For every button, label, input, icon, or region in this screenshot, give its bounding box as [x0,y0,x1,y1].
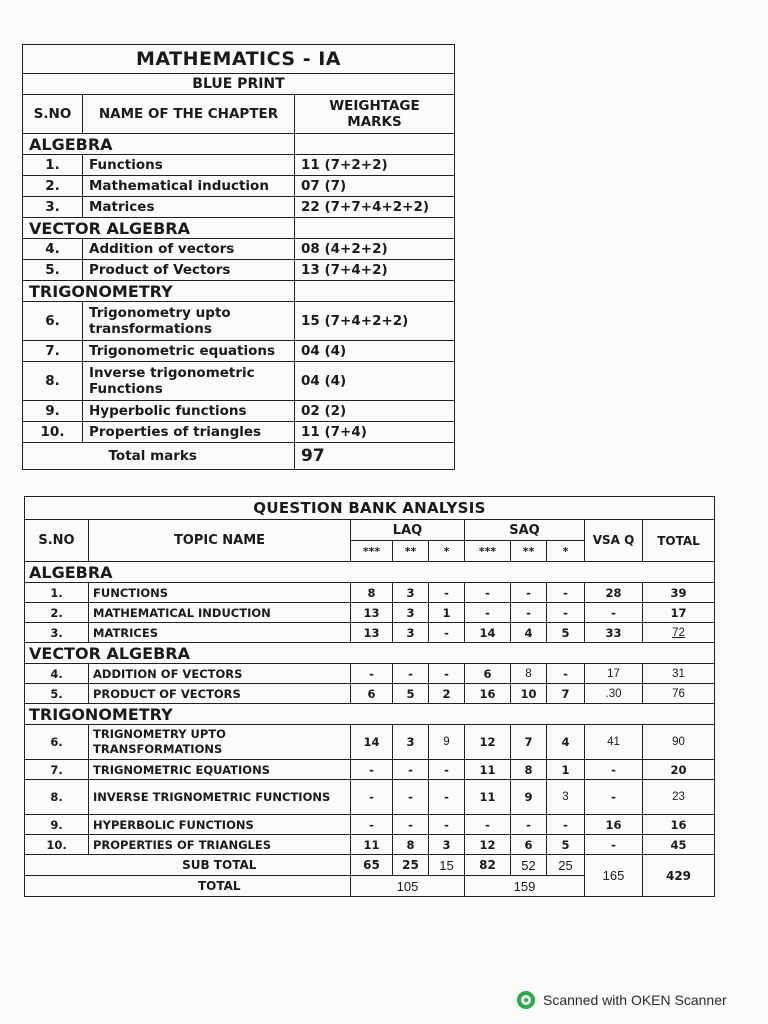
header-sno: S.NO [25,520,89,562]
topic-row [25,664,715,684]
vsaq-count: 41 [585,725,643,760]
blue-print-table [22,44,455,470]
topic-name: TRIGNOMETRY UPTO TRANSFORMATIONS [89,725,351,760]
laq-3star: - [351,664,393,684]
topic-total: 39 [643,583,715,603]
saq-1star: 3 [547,780,585,815]
section-heading-trigonometry: TRIGONOMETRY [25,704,351,725]
saq-3star: 11 [465,780,511,815]
laq-1star: - [429,760,465,780]
laq-2star: - [393,780,429,815]
chapter-sno: 3. [23,197,83,218]
saq-1star: - [547,583,585,603]
chapter-name: Properties of triangles [83,422,295,443]
topic-sno: 5. [25,684,89,704]
total-laq: 105 [351,876,465,897]
header-vsaq: VSA Q [585,520,643,562]
topic-name: HYPERBOLIC FUNCTIONS [89,815,351,835]
topic-name: PRODUCT OF VECTORS [89,684,351,704]
chapter-sno: 10. [23,422,83,443]
chapter-name: Inverse trigonometric Functions [83,362,295,401]
chapter-marks: 11 (7+2+2) [295,155,455,176]
saq-3star: 12 [465,835,511,855]
section-heading-algebra: ALGEBRA [23,134,295,155]
laq-1star: 1 [429,603,465,623]
topic-total: 16 [643,815,715,835]
laq-1star: - [429,815,465,835]
laq-3star: 6 [351,684,393,704]
saq-2star: - [511,815,547,835]
topic-sno: 4. [25,664,89,684]
total-label: TOTAL [89,876,351,897]
chapter-sno: 4. [23,239,83,260]
topic-row [25,725,715,760]
vsaq-count: 17 [585,664,643,684]
saq-1star: 7 [547,684,585,704]
laq-2star: 3 [393,583,429,603]
chapter-row [23,260,455,281]
topic-row [25,760,715,780]
chapter-name: Mathematical induction [83,176,295,197]
chapter-marks: 04 (4) [295,341,455,362]
topic-sno: 2. [25,603,89,623]
saq-1star: 4 [547,725,585,760]
topic-sno: 6. [25,725,89,760]
laq-3star: - [351,815,393,835]
chapter-marks: 07 (7) [295,176,455,197]
header-saq: SAQ [465,520,585,541]
topic-row [25,835,715,855]
chapter-sno: 5. [23,260,83,281]
saq-3star: 6 [465,664,511,684]
scanner-watermark [517,990,727,1010]
grand-total: 429 [643,855,715,897]
chapter-sno: 9. [23,401,83,422]
star-level: ** [393,541,429,562]
vsaq-count: - [585,603,643,623]
section-heading-vector-algebra: VECTOR ALGEBRA [23,218,295,239]
section-heading-algebra: ALGEBRA [25,562,351,583]
chapter-marks: 02 (2) [295,401,455,422]
topic-sno: 7. [25,760,89,780]
chapter-row [23,197,455,218]
section-heading-vector-algebra: VECTOR ALGEBRA [25,643,351,664]
topic-name: ADDITION OF VECTORS [89,664,351,684]
laq-1star: - [429,664,465,684]
vsaq-count: - [585,835,643,855]
vsaq-count: 16 [585,815,643,835]
laq-1star: - [429,583,465,603]
chapter-row [23,401,455,422]
saq-1star: 5 [547,623,585,643]
blue-print-title: MATHEMATICS - IA [23,45,455,74]
chapter-sno: 6. [23,302,83,341]
subtotal-vsaq: 165 [585,855,643,897]
vsaq-count: 33 [585,623,643,643]
laq-3star: 11 [351,835,393,855]
subtotal-saq-2star: 52 [511,855,547,876]
topic-sno: 10. [25,835,89,855]
header-total: TOTAL [643,520,715,562]
topic-total: 23 [643,780,715,815]
topic-total: 17 [643,603,715,623]
saq-2star: 6 [511,835,547,855]
total-marks-label: Total marks [83,443,295,470]
chapter-row [23,176,455,197]
topic-total: 45 [643,835,715,855]
subtotal-laq-1star: 15 [429,855,465,876]
chapter-name: Product of Vectors [83,260,295,281]
laq-1star: - [429,780,465,815]
topic-row [25,603,715,623]
topic-sno: 3. [25,623,89,643]
star-level: * [547,541,585,562]
topic-name: MATRICES [89,623,351,643]
header-weightage: WEIGHTAGE MARKS [295,95,455,134]
chapter-name: Functions [83,155,295,176]
laq-1star: - [429,623,465,643]
laq-1star: 3 [429,835,465,855]
topic-row [25,623,715,643]
saq-3star: 12 [465,725,511,760]
subtotal-saq-3star: 82 [465,855,511,876]
chapter-row [23,362,455,401]
laq-2star: 3 [393,603,429,623]
chapter-name: Addition of vectors [83,239,295,260]
question-bank-title: QUESTION BANK ANALYSIS [25,497,715,520]
chapter-marks: 13 (7+4+2) [295,260,455,281]
topic-row [25,780,715,815]
laq-2star: 8 [393,835,429,855]
chapter-marks: 22 (7+7+4+2+2) [295,197,455,218]
star-level: *** [351,541,393,562]
topic-name: TRIGNOMETRIC EQUATIONS [89,760,351,780]
subtotal-laq-2star: 25 [393,855,429,876]
blue-print-subtitle: BLUE PRINT [23,74,455,95]
laq-1star: 9 [429,725,465,760]
topic-name: INVERSE TRIGNOMETRIC FUNCTIONS [89,780,351,815]
vsaq-count: 28 [585,583,643,603]
question-bank-table [24,496,715,897]
laq-3star: 13 [351,603,393,623]
chapter-row [23,422,455,443]
saq-2star: 7 [511,725,547,760]
star-level: * [429,541,465,562]
blue-print-total-row [23,443,455,470]
chapter-sno: 2. [23,176,83,197]
blue-print-header-row [23,95,455,134]
topic-name: PROPERTIES OF TRIANGLES [89,835,351,855]
chapter-marks: 15 (7+4+2+2) [295,302,455,341]
header-laq: LAQ [351,520,465,541]
chapter-row [23,155,455,176]
vsaq-count: .30 [585,684,643,704]
saq-3star: 14 [465,623,511,643]
chapter-marks: 08 (4+2+2) [295,239,455,260]
star-level: *** [465,541,511,562]
laq-2star: - [393,760,429,780]
saq-1star: - [547,664,585,684]
total-marks-value: 97 [295,443,455,470]
laq-2star: - [393,664,429,684]
saq-3star: - [465,603,511,623]
chapter-sno: 7. [23,341,83,362]
chapter-row [23,302,455,341]
total-saq: 159 [465,876,585,897]
chapter-marks: 11 (7+4) [295,422,455,443]
laq-3star: - [351,780,393,815]
saq-3star: - [465,583,511,603]
saq-1star: - [547,815,585,835]
chapter-name: Trigonometry upto transformations [83,302,295,341]
topic-total: 90 [643,725,715,760]
chapter-row [23,239,455,260]
subtotal-label: SUB TOTAL [89,855,351,876]
saq-2star: 8 [511,760,547,780]
topic-row [25,583,715,603]
chapter-row [23,341,455,362]
saq-2star: - [511,583,547,603]
section-heading-trigonometry: TRIGONOMETRY [23,281,295,302]
subtotal-laq-3star: 65 [351,855,393,876]
laq-3star: 13 [351,623,393,643]
saq-1star: 1 [547,760,585,780]
chapter-name: Hyperbolic functions [83,401,295,422]
saq-3star: 16 [465,684,511,704]
laq-3star: 8 [351,583,393,603]
header-chapter: NAME OF THE CHAPTER [83,95,295,134]
topic-row [25,684,715,704]
laq-3star: - [351,760,393,780]
scanner-watermark-text: Scanned with OKEN Scanner [543,992,727,1008]
saq-1star: - [547,603,585,623]
vsaq-count: - [585,760,643,780]
topic-sno: 9. [25,815,89,835]
header-topic: TOPIC NAME [89,520,351,562]
chapter-name: Matrices [83,197,295,218]
topic-sno: 8. [25,780,89,815]
laq-3star: 14 [351,725,393,760]
subtotal-saq-1star: 25 [547,855,585,876]
subtotal-row [25,855,715,876]
laq-1star: 2 [429,684,465,704]
oken-scanner-logo-icon [517,991,535,1009]
header-sno: S.NO [23,95,83,134]
saq-3star: 11 [465,760,511,780]
saq-2star: 4 [511,623,547,643]
topic-name: MATHEMATICAL INDUCTION [89,603,351,623]
laq-2star: - [393,815,429,835]
qb-header-row [25,520,715,541]
topic-total: 76 [643,684,715,704]
star-level: ** [511,541,547,562]
topic-row [25,815,715,835]
chapter-sno: 1. [23,155,83,176]
chapter-sno: 8. [23,362,83,401]
laq-2star: 3 [393,725,429,760]
topic-total: 72 [643,623,715,643]
chapter-name: Trigonometric equations [83,341,295,362]
saq-3star: - [465,815,511,835]
saq-2star: 10 [511,684,547,704]
saq-2star: 8 [511,664,547,684]
topic-name: FUNCTIONS [89,583,351,603]
saq-2star: 9 [511,780,547,815]
laq-2star: 5 [393,684,429,704]
saq-1star: 5 [547,835,585,855]
topic-total: 31 [643,664,715,684]
chapter-marks: 04 (4) [295,362,455,401]
laq-2star: 3 [393,623,429,643]
topic-total: 20 [643,760,715,780]
vsaq-count: - [585,780,643,815]
saq-2star: - [511,603,547,623]
topic-sno: 1. [25,583,89,603]
